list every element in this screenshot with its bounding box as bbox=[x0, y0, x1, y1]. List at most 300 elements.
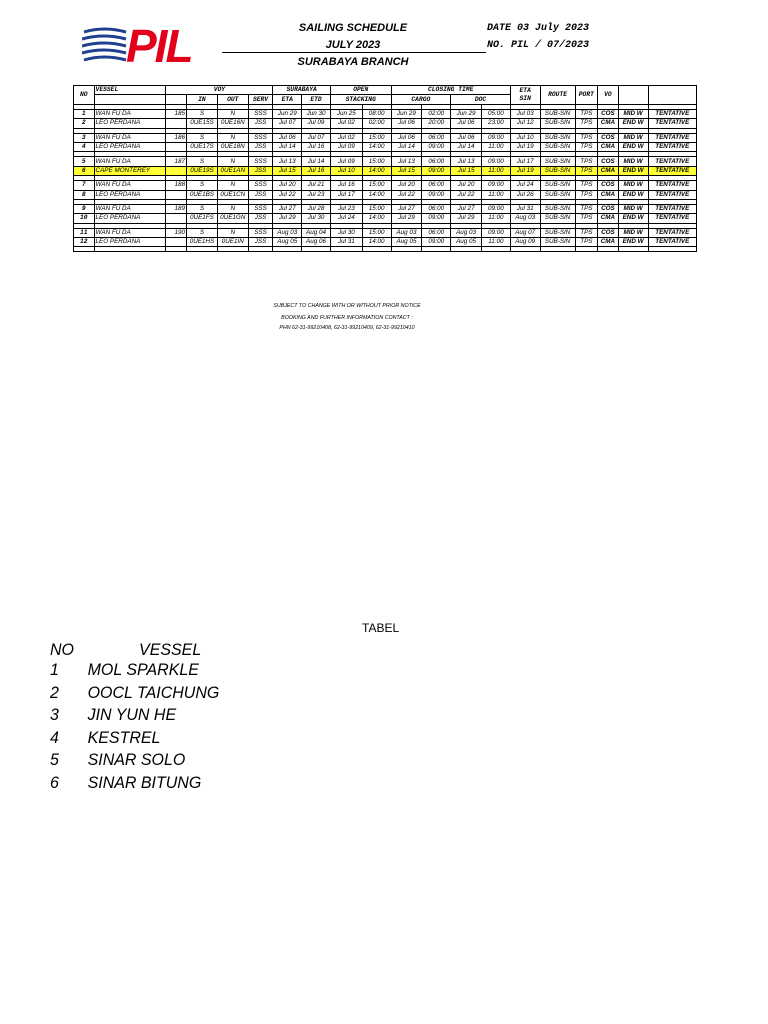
table-row bbox=[74, 238, 697, 247]
cell-doc-time: 09:00 bbox=[481, 133, 510, 142]
cell-vessel: CAPE MONTEREY bbox=[94, 166, 166, 175]
cell-cargo-date: Aug 05 bbox=[391, 238, 422, 247]
cell-serv: SSS bbox=[248, 204, 273, 213]
cell-vessel: WAN FU DA bbox=[94, 133, 166, 142]
cell-no: 1 bbox=[74, 109, 95, 118]
tabel-item-vessel: MOL SPARKLE bbox=[87, 660, 199, 679]
cell-no: 2 bbox=[74, 119, 95, 128]
cell-eta-sin: Jul 24 bbox=[510, 181, 540, 190]
cell-in: 0UE17S bbox=[187, 142, 218, 151]
cell-stack-time: 15:00 bbox=[362, 181, 391, 190]
cell-doc-date: Jul 06 bbox=[451, 133, 482, 142]
cell-stack-date: Jul 30 bbox=[330, 228, 362, 237]
cell-port: TPS bbox=[575, 119, 598, 128]
cell-doc-date: Jul 29 bbox=[451, 214, 482, 223]
cell-no: 7 bbox=[74, 181, 95, 190]
cell-doc-time: 11:00 bbox=[481, 142, 510, 151]
cell-c2: TENTATIVE bbox=[648, 109, 697, 118]
cell-c1: END W bbox=[618, 119, 648, 128]
cell-doc-date: Aug 03 bbox=[451, 228, 482, 237]
cell-vo: CMA bbox=[598, 190, 619, 199]
cell-no: 12 bbox=[74, 238, 95, 247]
cell-etd: Jul 28 bbox=[302, 204, 331, 213]
cell-etd: Jul 07 bbox=[302, 133, 331, 142]
cell-in: S bbox=[187, 157, 218, 166]
cell-stack-time: 15:00 bbox=[362, 157, 391, 166]
cell-eta: Jul 14 bbox=[273, 142, 302, 151]
cell-eta: Jul 20 bbox=[273, 181, 302, 190]
cell-out: N bbox=[217, 157, 248, 166]
cell-cargo-time: 02:00 bbox=[422, 109, 451, 118]
phone-numbers: PHN 62-31-99210408, 62-31-99210409, 62-31-99210410 bbox=[279, 325, 415, 331]
cell-c1: END W bbox=[618, 166, 648, 175]
spacer-cell bbox=[540, 247, 575, 252]
cell-route: SUB-SIN bbox=[540, 119, 575, 128]
cell-doc-date: Jun 29 bbox=[451, 109, 482, 118]
cell-cargo-date: Jul 29 bbox=[391, 214, 422, 223]
cell-vessel: WAN FU DA bbox=[94, 228, 166, 237]
col-open: OPEN bbox=[330, 86, 391, 95]
spacer-cell bbox=[187, 247, 218, 252]
cell-no: 6 bbox=[74, 166, 95, 175]
cell-stack-date: Jul 17 bbox=[330, 190, 362, 199]
col-blank-2 bbox=[648, 86, 697, 105]
cell-vo: COS bbox=[598, 109, 619, 118]
col-eta-sin: ETA SIN bbox=[510, 86, 540, 105]
cell-c2: TENTATIVE bbox=[648, 142, 697, 151]
cell-in: S bbox=[187, 133, 218, 142]
col-serv: SERV bbox=[248, 95, 273, 104]
document-title: SAILING SCHEDULE bbox=[298, 22, 408, 34]
cell-cargo-time: 09:00 bbox=[422, 238, 451, 247]
cell-no: 3 bbox=[74, 133, 95, 142]
document-date: DATE 03 July 2023 bbox=[487, 23, 590, 34]
tabel-list-item bbox=[50, 773, 201, 793]
cell-serv: JSS bbox=[248, 119, 273, 128]
cell-doc-time: 11:00 bbox=[481, 214, 510, 223]
cell-cargo-date: Jul 13 bbox=[391, 157, 422, 166]
cell-cargo-time: 09:00 bbox=[422, 214, 451, 223]
cell-eta: Jun 29 bbox=[273, 109, 302, 118]
cell-out: 0UE18N bbox=[217, 142, 248, 151]
cell-c1: MID W bbox=[618, 181, 648, 190]
cell-vo: COS bbox=[598, 157, 619, 166]
col-eta: ETA bbox=[273, 95, 302, 104]
cell-c1: MID W bbox=[618, 133, 648, 142]
table-row bbox=[74, 157, 697, 166]
cell-no: 11 bbox=[74, 228, 95, 237]
cell-etd: Jul 23 bbox=[302, 190, 331, 199]
cell-route: SUB-SIN bbox=[540, 204, 575, 213]
cell-no: 8 bbox=[74, 190, 95, 199]
cell-route: SUB-SIN bbox=[540, 214, 575, 223]
header-divider bbox=[222, 52, 486, 53]
cell-no: 4 bbox=[74, 142, 95, 151]
cell-serv: SSS bbox=[248, 228, 273, 237]
table-row bbox=[74, 119, 697, 128]
tabel-list-item bbox=[50, 728, 160, 748]
col-port: PORT bbox=[575, 86, 598, 105]
cell-cargo-time: 20:00 bbox=[422, 119, 451, 128]
cell-stack-date: Jul 16 bbox=[330, 181, 362, 190]
cell-in: 0UE1HS bbox=[187, 238, 218, 247]
tabel-header-vessel: VESSEL bbox=[139, 640, 202, 659]
spacer-cell bbox=[481, 247, 510, 252]
cell-out: 0UE16N bbox=[217, 119, 248, 128]
spacer-cell bbox=[217, 247, 248, 252]
cell-eta-sin: Jul 12 bbox=[510, 119, 540, 128]
cell-etd: Jul 21 bbox=[302, 181, 331, 190]
cell-route: SUB-SIN bbox=[540, 181, 575, 190]
sailing-schedule-table bbox=[73, 85, 697, 252]
spacer-cell bbox=[330, 247, 362, 252]
cell-out: N bbox=[217, 228, 248, 237]
col-voy-sub bbox=[166, 95, 187, 104]
cell-cargo-time: 06:00 bbox=[422, 181, 451, 190]
cell-voy: 190 bbox=[166, 228, 187, 237]
cell-c2: TENTATIVE bbox=[648, 181, 697, 190]
tabel-item-vessel: KESTREL bbox=[87, 727, 161, 747]
cell-in: 0UE19S bbox=[187, 166, 218, 175]
cell-vessel: LEO PERDANA bbox=[94, 119, 166, 128]
table-row bbox=[74, 214, 697, 223]
cell-stack-time: 15:00 bbox=[362, 133, 391, 142]
cell-cargo-date: Jul 15 bbox=[391, 166, 422, 175]
tabel-header-no: NO bbox=[50, 640, 74, 659]
cell-cargo-time: 06:00 bbox=[422, 228, 451, 237]
col-blank-1 bbox=[618, 86, 648, 105]
col-no: NO bbox=[74, 86, 95, 105]
cell-port: TPS bbox=[575, 204, 598, 213]
cell-doc-time: 05:00 bbox=[481, 109, 510, 118]
cell-eta-sin: Aug 03 bbox=[510, 214, 540, 223]
cell-voy: 188 bbox=[166, 181, 187, 190]
cell-cargo-time: 06:00 bbox=[422, 204, 451, 213]
cell-in: S bbox=[187, 109, 218, 118]
cell-port: TPS bbox=[575, 166, 598, 175]
col-out: OUT bbox=[217, 95, 248, 104]
cell-cargo-date: Jul 20 bbox=[391, 181, 422, 190]
tabel-item-number: 4 bbox=[50, 727, 59, 747]
cell-vessel: LEO PERDANA bbox=[94, 142, 166, 151]
cell-stack-date: Jul 09 bbox=[330, 157, 362, 166]
cell-eta: Aug 03 bbox=[273, 228, 302, 237]
cell-stack-time: 14:00 bbox=[362, 166, 391, 175]
col-doc: DOC bbox=[451, 95, 511, 104]
cell-cargo-date: Jun 29 bbox=[391, 109, 422, 118]
cell-vo: COS bbox=[598, 228, 619, 237]
cell-cargo-time: 06:00 bbox=[422, 157, 451, 166]
cell-eta: Jul 27 bbox=[273, 204, 302, 213]
cell-serv: JSS bbox=[248, 214, 273, 223]
col-vo: VO bbox=[598, 86, 619, 105]
col-cargo: CARGO bbox=[391, 95, 451, 104]
cell-serv: SSS bbox=[248, 181, 273, 190]
cell-doc-time: 09:00 bbox=[481, 228, 510, 237]
cell-stack-time: 14:00 bbox=[362, 142, 391, 151]
cell-c2: TENTATIVE bbox=[648, 190, 697, 199]
table-row bbox=[74, 190, 697, 199]
cell-cargo-date: Aug 03 bbox=[391, 228, 422, 237]
cell-in: 0UE1BS bbox=[187, 190, 218, 199]
cell-cargo-time: 09:00 bbox=[422, 166, 451, 175]
cell-port: TPS bbox=[575, 157, 598, 166]
spacer-cell bbox=[648, 247, 697, 252]
col-vessel: VESSEL bbox=[94, 86, 166, 95]
cell-cargo-date: Jul 06 bbox=[391, 133, 422, 142]
tabel-list-item bbox=[50, 683, 219, 703]
cell-eta: Aug 05 bbox=[273, 238, 302, 247]
cell-doc-time: 11:00 bbox=[481, 238, 510, 247]
cell-vo: CMA bbox=[598, 142, 619, 151]
tabel-item-number: 3 bbox=[50, 705, 59, 724]
cell-cargo-date: Jul 06 bbox=[391, 119, 422, 128]
cell-c2: TENTATIVE bbox=[648, 228, 697, 237]
cell-vo: CMA bbox=[598, 166, 619, 175]
cell-in: 0UE1FS bbox=[187, 214, 218, 223]
col-vessel-sub bbox=[94, 95, 166, 104]
cell-eta-sin: Jul 26 bbox=[510, 190, 540, 199]
cell-eta: Jul 06 bbox=[273, 133, 302, 142]
cell-vessel: WAN FU DA bbox=[94, 181, 166, 190]
cell-no: 10 bbox=[74, 214, 95, 223]
cell-port: TPS bbox=[575, 228, 598, 237]
cell-stack-time: 14:00 bbox=[362, 190, 391, 199]
spacer-cell bbox=[618, 247, 648, 252]
cell-doc-date: Jul 27 bbox=[451, 204, 482, 213]
cell-stack-date: Jul 31 bbox=[330, 238, 362, 247]
tabel-list-item bbox=[50, 660, 199, 680]
spacer-cell bbox=[362, 247, 391, 252]
spacer-cell bbox=[273, 247, 302, 252]
cell-eta-sin: Aug 07 bbox=[510, 228, 540, 237]
cell-stack-time: 02:00 bbox=[362, 119, 391, 128]
tabel-item-vessel: JIN YUN HE bbox=[87, 705, 177, 724]
col-etd: ETD bbox=[302, 95, 331, 104]
cell-no: 5 bbox=[74, 157, 95, 166]
table-header-row bbox=[74, 86, 697, 95]
cell-route: SUB-SIN bbox=[540, 133, 575, 142]
cell-vessel: LEO PERDANA bbox=[94, 238, 166, 247]
schedule-month: JULY 2023 bbox=[325, 39, 381, 51]
cell-serv: JSS bbox=[248, 190, 273, 199]
cell-doc-time: 09:00 bbox=[481, 181, 510, 190]
col-in: IN bbox=[187, 95, 218, 104]
col-surabaya: SURABAYA bbox=[273, 86, 331, 95]
cell-out: N bbox=[217, 133, 248, 142]
cell-out: 0UE1CN bbox=[217, 190, 248, 199]
cell-doc-time: 11:00 bbox=[481, 166, 510, 175]
cell-stack-time: 14:00 bbox=[362, 214, 391, 223]
cell-c2: TENTATIVE bbox=[648, 214, 697, 223]
cell-voy bbox=[166, 142, 187, 151]
cell-port: TPS bbox=[575, 190, 598, 199]
cell-port: TPS bbox=[575, 109, 598, 118]
cell-route: SUB-SIN bbox=[540, 157, 575, 166]
cell-serv: SSS bbox=[248, 109, 273, 118]
spacer-cell bbox=[391, 247, 422, 252]
cell-voy: 187 bbox=[166, 157, 187, 166]
cell-in: 0UE15S bbox=[187, 119, 218, 128]
cell-doc-date: Jul 15 bbox=[451, 166, 482, 175]
cell-out: N bbox=[217, 181, 248, 190]
cell-route: SUB-SIN bbox=[540, 238, 575, 247]
cell-etd: Jul 16 bbox=[302, 142, 331, 151]
table-row bbox=[74, 142, 697, 151]
cell-serv: SSS bbox=[248, 157, 273, 166]
cell-route: SUB-SIN bbox=[540, 190, 575, 199]
spacer-cell bbox=[166, 247, 187, 252]
cell-route: SUB-SIN bbox=[540, 142, 575, 151]
cell-voy: 186 bbox=[166, 133, 187, 142]
cell-etd: Jul 16 bbox=[302, 166, 331, 175]
tabel-item-number: 6 bbox=[50, 772, 59, 792]
table-row bbox=[74, 228, 697, 237]
cell-vessel: WAN FU DA bbox=[94, 157, 166, 166]
cell-serv: JSS bbox=[248, 142, 273, 151]
cell-port: TPS bbox=[575, 142, 598, 151]
cell-no: 9 bbox=[74, 204, 95, 213]
cell-eta: Jul 13 bbox=[273, 157, 302, 166]
spacer-cell bbox=[598, 247, 619, 252]
cell-c2: TENTATIVE bbox=[648, 238, 697, 247]
cell-eta: Jul 07 bbox=[273, 119, 302, 128]
cell-cargo-time: 09:00 bbox=[422, 190, 451, 199]
cell-etd: Jul 30 bbox=[302, 214, 331, 223]
cell-eta-sin: Jul 19 bbox=[510, 166, 540, 175]
cell-stack-date: Jul 23 bbox=[330, 204, 362, 213]
cell-stack-time: 15:00 bbox=[362, 228, 391, 237]
cell-stack-time: 08:00 bbox=[362, 109, 391, 118]
cell-stack-date: Jun 25 bbox=[330, 109, 362, 118]
cell-doc-time: 09:00 bbox=[481, 204, 510, 213]
tabel-title: TABEL bbox=[362, 621, 400, 635]
cell-c2: TENTATIVE bbox=[648, 166, 697, 175]
cell-voy: 185 bbox=[166, 109, 187, 118]
cell-vo: COS bbox=[598, 181, 619, 190]
cell-stack-date: Jul 24 bbox=[330, 214, 362, 223]
cell-cargo-time: 06:00 bbox=[422, 133, 451, 142]
cell-vo: CMA bbox=[598, 214, 619, 223]
booking-contact-text: BOOKING AND FURTHER INFORMATION CONTACT : bbox=[281, 315, 413, 321]
col-route: ROUTE bbox=[540, 86, 575, 105]
cell-c2: TENTATIVE bbox=[648, 157, 697, 166]
cell-doc-time: 11:00 bbox=[481, 190, 510, 199]
cell-vo: CMA bbox=[598, 238, 619, 247]
cell-eta: Jul 22 bbox=[273, 190, 302, 199]
cell-in: S bbox=[187, 181, 218, 190]
table-row bbox=[74, 204, 697, 213]
cell-vo: COS bbox=[598, 204, 619, 213]
cell-eta-sin: Aug 09 bbox=[510, 238, 540, 247]
cell-doc-date: Jul 06 bbox=[451, 119, 482, 128]
cell-voy bbox=[166, 214, 187, 223]
cell-stack-time: 15:00 bbox=[362, 204, 391, 213]
cell-serv: JSS bbox=[248, 238, 273, 247]
tabel-item-number: 5 bbox=[50, 750, 59, 769]
cell-cargo-date: Jul 27 bbox=[391, 204, 422, 213]
cell-c1: MID W bbox=[618, 204, 648, 213]
cell-doc-date: Jul 20 bbox=[451, 181, 482, 190]
cell-etd: Aug 04 bbox=[302, 228, 331, 237]
cell-voy bbox=[166, 166, 187, 175]
cell-voy bbox=[166, 190, 187, 199]
cell-cargo-date: Jul 14 bbox=[391, 142, 422, 151]
cell-vo: COS bbox=[598, 133, 619, 142]
cell-route: SUB-SIN bbox=[540, 109, 575, 118]
cell-eta: Jul 29 bbox=[273, 214, 302, 223]
tabel-item-vessel: SINAR BITUNG bbox=[87, 772, 202, 792]
tabel-list-item bbox=[50, 750, 185, 770]
cell-c1: MID W bbox=[618, 157, 648, 166]
cell-port: TPS bbox=[575, 181, 598, 190]
table-row bbox=[74, 109, 697, 118]
cell-out: 0UE1AN bbox=[217, 166, 248, 175]
tabel-header bbox=[50, 640, 201, 660]
cell-out: 0UE1GN bbox=[217, 214, 248, 223]
cell-out: 0UE1IN bbox=[217, 238, 248, 247]
tabel-item-vessel: SINAR SOLO bbox=[87, 750, 186, 769]
col-closing-time: CLOSING TIME bbox=[391, 86, 510, 95]
spacer-cell bbox=[510, 247, 540, 252]
cell-eta-sin: Jul 19 bbox=[510, 142, 540, 151]
cell-doc-date: Aug 05 bbox=[451, 238, 482, 247]
cell-vessel: WAN FU DA bbox=[94, 204, 166, 213]
tabel-item-number: 1 bbox=[50, 660, 59, 679]
col-voy: VOY bbox=[166, 86, 273, 95]
cell-stack-date: Jul 09 bbox=[330, 142, 362, 151]
cell-c1: MID W bbox=[618, 109, 648, 118]
cell-doc-date: Jul 14 bbox=[451, 142, 482, 151]
notice-text: SUBJECT TO CHANGE WITH OR WITHOUT PRIOR NOTICE bbox=[273, 303, 421, 309]
spacer-cell bbox=[422, 247, 451, 252]
cell-port: TPS bbox=[575, 133, 598, 142]
cell-etd: Jul 14 bbox=[302, 157, 331, 166]
cell-doc-date: Jul 22 bbox=[451, 190, 482, 199]
cell-vessel: WAN FU DA bbox=[94, 109, 166, 118]
spacer-cell bbox=[451, 247, 482, 252]
cell-out: N bbox=[217, 204, 248, 213]
cell-voy bbox=[166, 119, 187, 128]
cell-serv: SSS bbox=[248, 133, 273, 142]
cell-cargo-time: 09:00 bbox=[422, 142, 451, 151]
cell-doc-date: Jul 13 bbox=[451, 157, 482, 166]
cell-route: SUB-SIN bbox=[540, 228, 575, 237]
tabel-item-number: 2 bbox=[50, 682, 59, 702]
branch-name: SURABAYA BRANCH bbox=[297, 56, 409, 68]
cell-etd: Jun 30 bbox=[302, 109, 331, 118]
cell-port: TPS bbox=[575, 238, 598, 247]
spacer-cell bbox=[302, 247, 331, 252]
spacer-cell bbox=[94, 247, 166, 252]
cell-voy bbox=[166, 238, 187, 247]
cell-c1: END W bbox=[618, 142, 648, 151]
cell-eta-sin: Jul 31 bbox=[510, 204, 540, 213]
cell-stack-date: Jul 10 bbox=[330, 166, 362, 175]
cell-voy: 189 bbox=[166, 204, 187, 213]
cell-in: S bbox=[187, 204, 218, 213]
cell-vessel: LEO PERDANA bbox=[94, 190, 166, 199]
cell-c1: END W bbox=[618, 214, 648, 223]
cell-stack-time: 14:00 bbox=[362, 238, 391, 247]
spacer-cell bbox=[575, 247, 598, 252]
cell-vessel: LEO PERDANA bbox=[94, 214, 166, 223]
cell-etd: Jul 09 bbox=[302, 119, 331, 128]
cell-stack-date: Jul 02 bbox=[330, 119, 362, 128]
tabel-item-vessel: OOCL TAICHUNG bbox=[87, 682, 220, 702]
cell-etd: Aug 06 bbox=[302, 238, 331, 247]
cell-eta-sin: Jul 17 bbox=[510, 157, 540, 166]
